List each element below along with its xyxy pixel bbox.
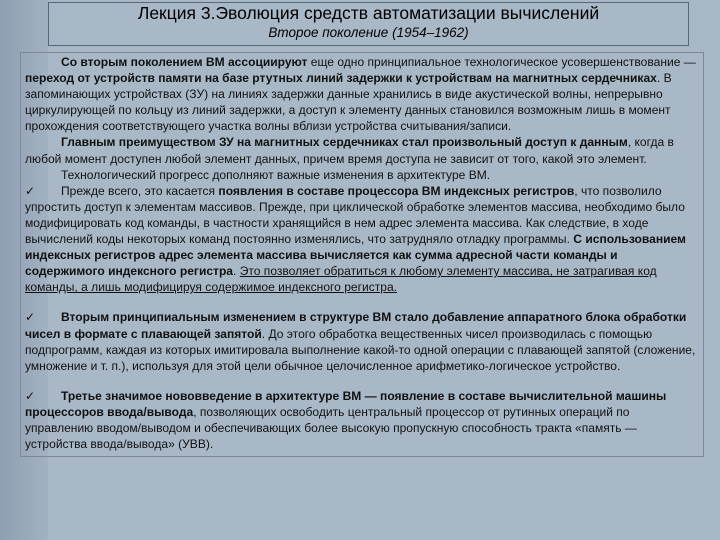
bold-text: Главным преимуществом ЗУ на магнитных сердечниках стал произвольный доступ к данным bbox=[61, 135, 628, 150]
bold-text: Со вторым поколением ВМ ассоциируют bbox=[61, 55, 308, 69]
text-run: . До этого обработка вещественных чисел производилась с помощью подпрограмм, каждая из которых имитировала выполнение какой-то одной операции с плавающей запятой (сложение, умножение и т. п.), используя для этой цели обычное целочисленное арифметико-логическое устройство. bbox=[25, 326, 696, 373]
text-run: . bbox=[233, 264, 240, 279]
slide-header bbox=[48, 2, 689, 46]
checkmark-icon: ✓ bbox=[25, 183, 36, 198]
list-item-index-registers bbox=[25, 183, 699, 296]
text-run: . В запоминающих устройствах (ЗУ) на линиях задержки данные хранились в виде акустической волны, непрерывно циркулирующей по кольцу из линий задержки, а доступ к элементу данных становился возможным лишь в момент прохождения соответствующего участка волны вблизи устройства считывания/записи. bbox=[25, 71, 672, 134]
paragraph-random-access bbox=[25, 134, 699, 166]
bold-text: Вторым принципиальным изменением в структуре ВМ стало добавление аппаратного блока обработки чисел в формате с плавающей запятой bbox=[25, 310, 687, 341]
text-run: , что позволило упростить доступ к элементам массивов. Прежде, при циклической обработке элементов массива, необходимо было модифицировать код команды, в частности хранящийся в нем адрес элемента массива. Как следствие, в ходе вычислений коды некоторых команд постоянно изменялись, что затрудняло отладку программы. bbox=[25, 183, 685, 247]
paragraph-architecture bbox=[25, 167, 699, 183]
checkmark-icon: ✓ bbox=[25, 388, 36, 403]
slide-title: Лекция 3.Эволюция средств автоматизации вычислений bbox=[137, 3, 600, 23]
text-run: еще одно принципиальное технологическое усовершенствование — bbox=[307, 55, 696, 69]
bold-text: появления в составе процессора ВМ индексных регистров bbox=[218, 183, 575, 198]
checkmark-icon: ✓ bbox=[25, 310, 36, 325]
text-run: , когда в любой момент доступен любой элемент данных, причем время доступа не зависит от того, какой это элемент. bbox=[25, 135, 674, 166]
bold-text: С использованием индексных регистров адрес элемента массива вычисляется как сумма адресной части команды и содержимого индексного регистра bbox=[25, 232, 686, 279]
slide-body bbox=[20, 52, 704, 457]
underlined-text: Это позволяет обратиться к любому элементу массива, не затрагивая код команды, а лишь модифицируя содержимое индексного регистра. bbox=[25, 264, 657, 295]
slide-subtitle: Второе поколение (1954–1962) bbox=[268, 25, 469, 40]
list-item-floating-point bbox=[25, 309, 699, 373]
bold-text: Третье значимое нововведение в архитектуре ВМ — появление в составе вычислительной машины процессоров ввода/вывода bbox=[25, 388, 667, 419]
paragraph-memory bbox=[25, 54, 699, 134]
text-run: Прежде всего, это касается bbox=[61, 183, 219, 198]
text-run: , позволяющих освободить центральный процессор от рутинных операций по управлению вводом/выводом и обеспечивающих более высокую пропускную способность тракта «память — устройства ввода/вывода» (УВВ). bbox=[25, 404, 637, 452]
list-item-io-processors bbox=[25, 388, 699, 452]
text-run: Технологический прогресс дополняют важные изменения в архитектуре ВМ. bbox=[61, 167, 491, 182]
bold-text: переход от устройств памяти на базе ртутных линий задержки к устройствам на магнитных сердечниках bbox=[25, 71, 657, 86]
